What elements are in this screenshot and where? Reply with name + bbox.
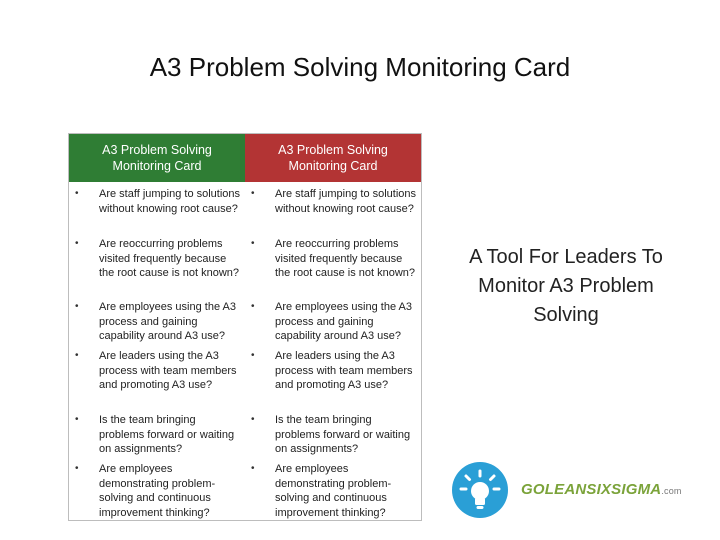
question-text: Is the team bringing problems forward or waiting on assignments? (99, 414, 235, 455)
bullet: • (251, 301, 255, 312)
brand-wordmark (521, 481, 682, 498)
brand-tld: .com (661, 486, 682, 496)
question-text: Are staff jumping to solutions without knowing root cause? (275, 188, 417, 215)
bullet: • (251, 414, 255, 425)
slide-title: A3 Problem Solving Monitoring Card (149, 52, 571, 82)
question-cell-left (69, 297, 245, 347)
column-header-right: A3 Problem Solving Monitoring Card (245, 134, 421, 182)
question-row (69, 297, 421, 347)
bullet: • (251, 350, 255, 361)
question-cell-right (245, 346, 421, 410)
question-text: Are employees using the A3 process and gaining capability around A3 use? (99, 301, 236, 342)
question-row (69, 346, 421, 410)
question-cell-left (69, 234, 245, 297)
question-cell-right (245, 184, 421, 234)
column-header-left: A3 Problem Solving Monitoring Card (69, 134, 245, 182)
bullet: • (251, 463, 255, 474)
question-text: Are reoccurring problems visited frequently because the root cause is not known? (99, 238, 240, 279)
question-cell-right (245, 297, 421, 347)
question-text: Are staff jumping to solutions without knowing root cause? (99, 188, 241, 215)
monitoring-card (68, 133, 422, 521)
bullet: • (251, 238, 255, 249)
lightbulb-icon (452, 462, 508, 518)
question-text: Are employees demonstrating problem-solving and continuous improvement thinking? (275, 463, 392, 519)
brand-go: GO (521, 481, 545, 498)
tagline: A Tool For Leaders To Monitor A3 Problem Solving (469, 246, 663, 326)
question-text: Are employees using the A3 process and gaining capability around A3 use? (275, 301, 412, 342)
question-cell-left (69, 410, 245, 460)
bullet: • (75, 301, 79, 312)
question-cell-right (245, 459, 421, 519)
question-row (69, 234, 421, 297)
question-row (69, 410, 421, 460)
question-text: Are leaders using the A3 process with team members and promoting A3 use? (99, 350, 237, 391)
question-text: Are employees demonstrating problem-solving and continuous improvement thinking? (99, 463, 216, 519)
question-cell-left (69, 346, 245, 410)
bullet: • (251, 188, 255, 199)
bullet: • (75, 463, 79, 474)
question-text: Are reoccurring problems visited frequently because the root cause is not known? (275, 238, 416, 279)
bullet: • (75, 414, 79, 425)
question-row (69, 184, 421, 234)
question-text: Is the team bringing problems forward or waiting on assignments? (275, 414, 411, 455)
bullet: • (75, 188, 79, 199)
question-cell-right (245, 234, 421, 297)
question-cell-right (245, 410, 421, 460)
bullet: • (75, 350, 79, 361)
question-cell-left (69, 184, 245, 234)
brand-main: LEANSIXSIGMA (544, 481, 662, 498)
card-header (69, 134, 421, 182)
question-text: Are leaders using the A3 process with team members and promoting A3 use? (275, 350, 413, 391)
bullet: • (75, 238, 79, 249)
logo-badge (452, 462, 508, 518)
question-cell-left (69, 459, 245, 519)
question-row (69, 459, 421, 519)
